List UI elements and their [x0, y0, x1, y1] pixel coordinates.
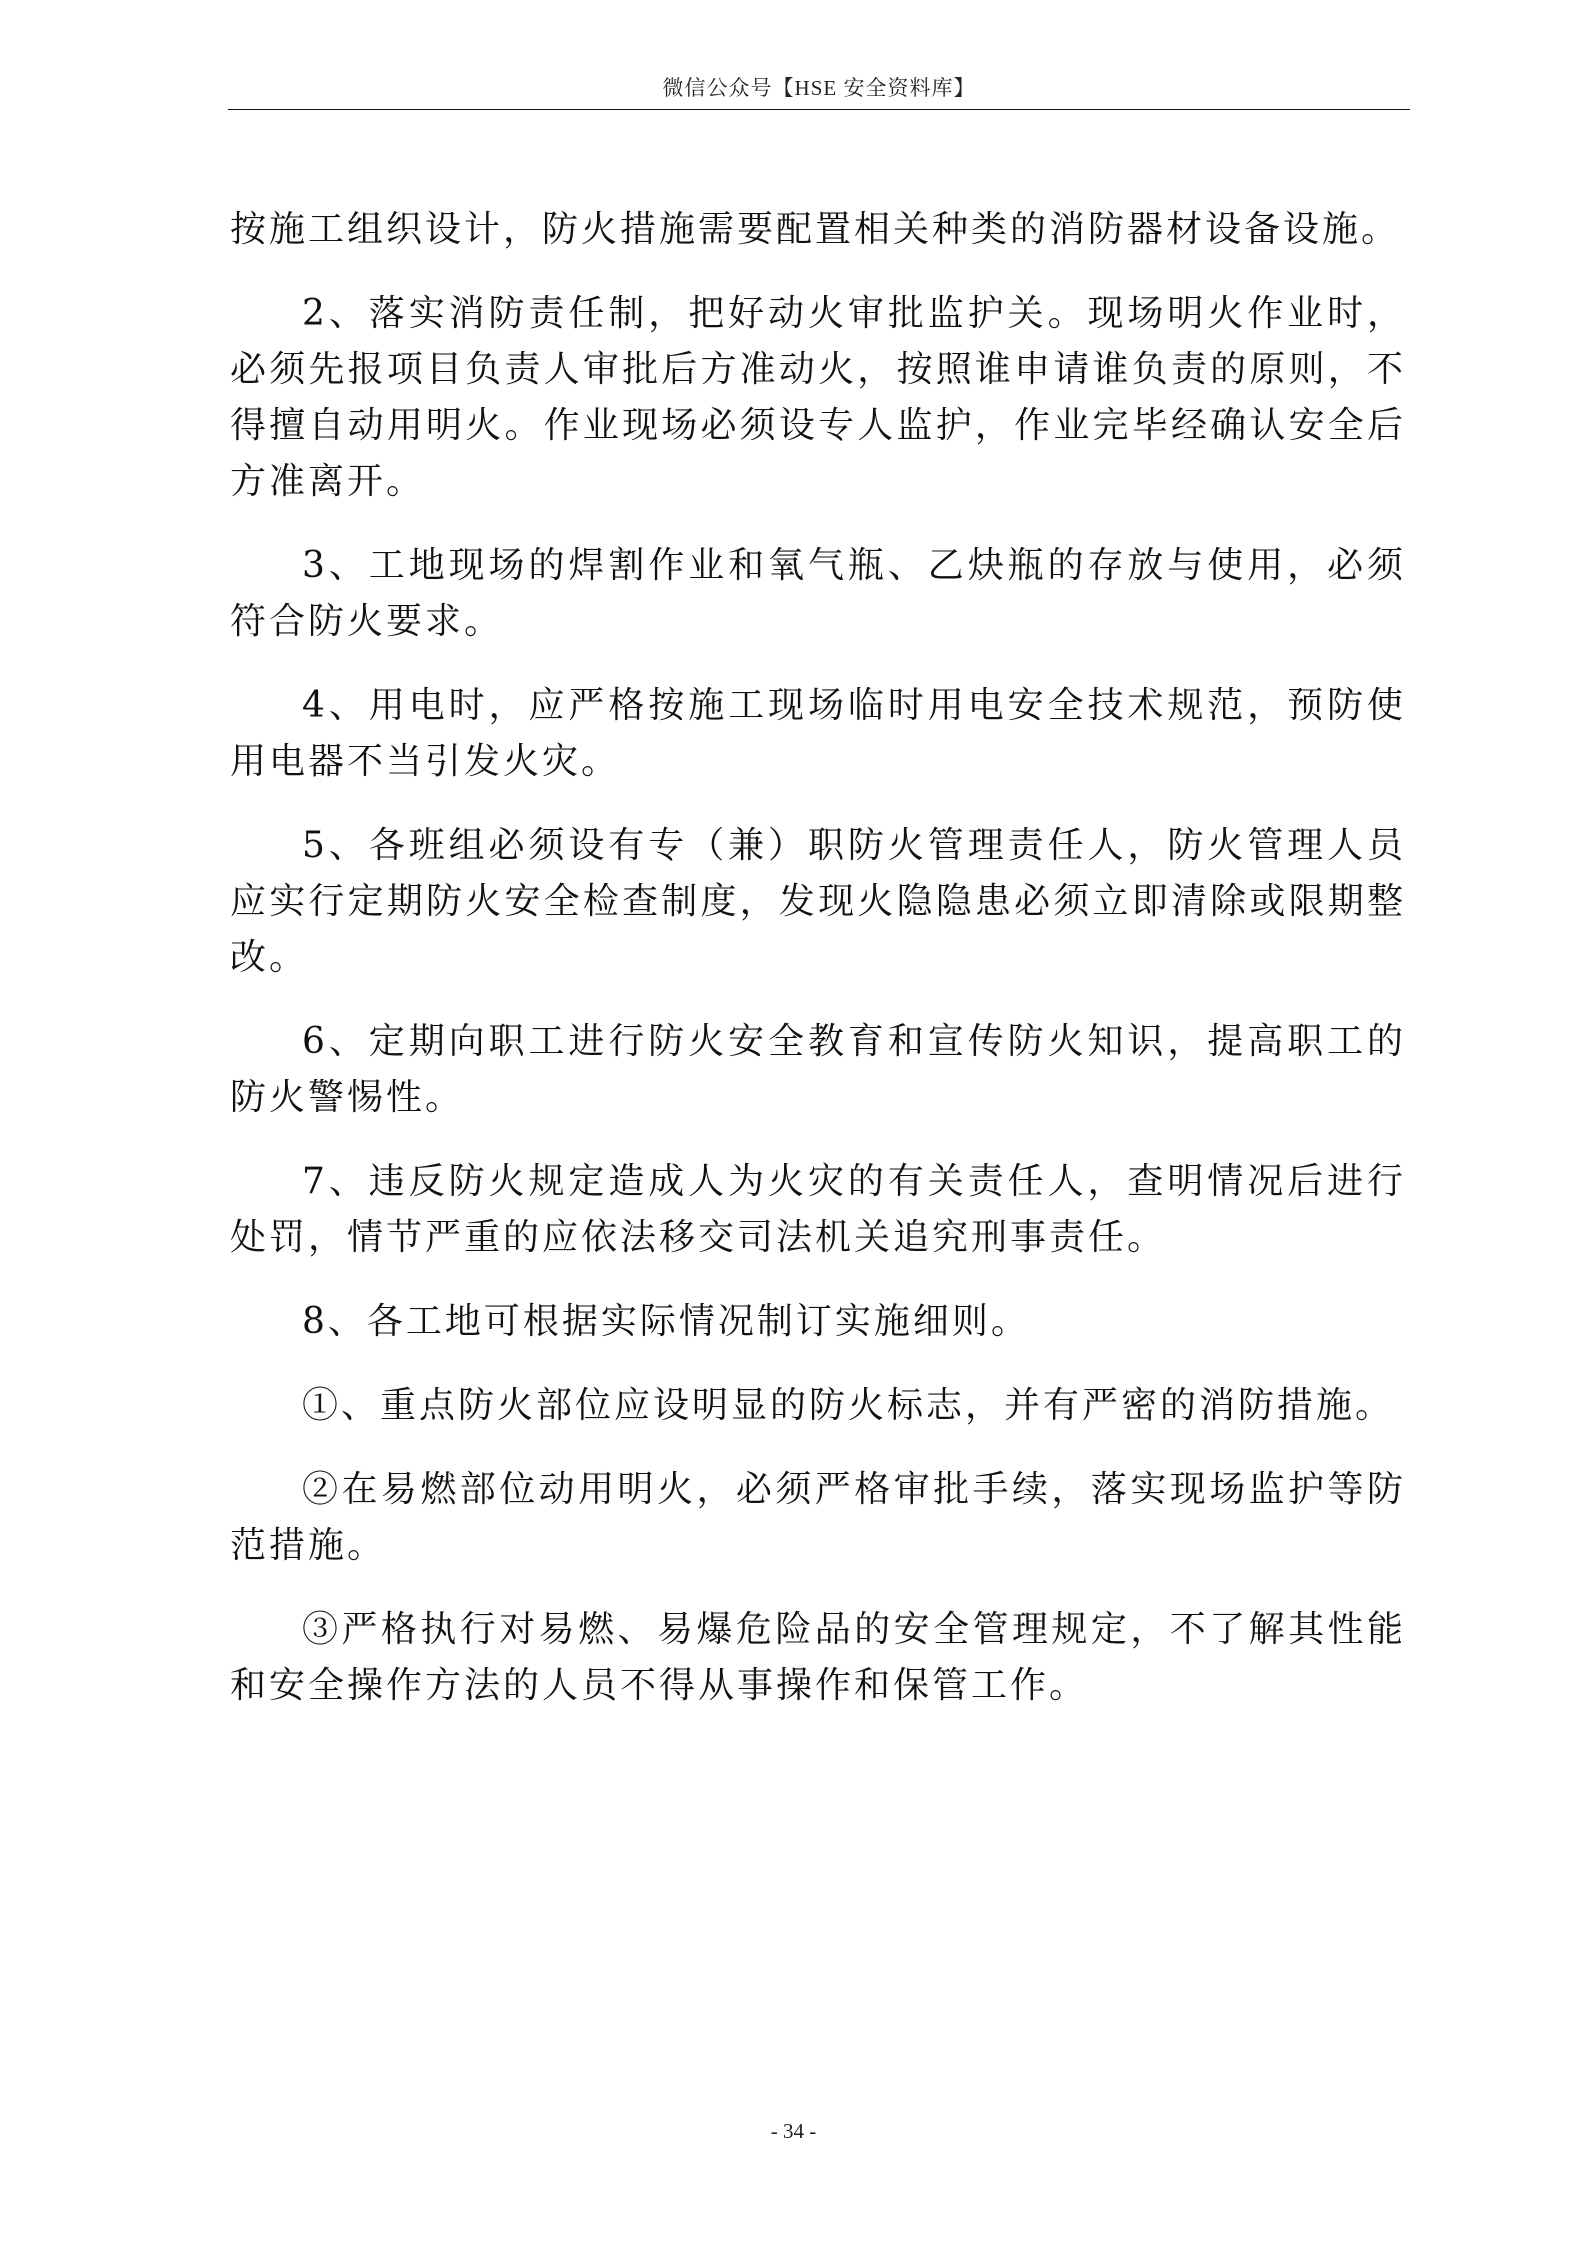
document-body: [230, 202, 1406, 1742]
paragraph-item-4: 4、用电时，应严格按施工现场临时用电安全技术规范，预防使用电器不当引发火灾。: [230, 685, 1406, 782]
header-divider: [228, 109, 1410, 110]
paragraph-item-6: 6、定期向职工进行防火安全教育和宣传防火知识，提高职工的防火警惕性。: [230, 1021, 1406, 1118]
paragraph-item-3: 3、工地现场的焊割作业和氧气瓶、乙炔瓶的存放与使用，必须符合防火要求。: [230, 545, 1406, 642]
paragraph-subitem-3: ③严格执行对易燃、易爆危险品的安全管理规定，不了解其性能和安全操作方法的人员不得从事操作和保管工作。: [230, 1609, 1406, 1706]
paragraph-subitem-2: ②在易燃部位动用明火，必须严格审批手续，落实现场监护等防范措施。: [230, 1469, 1406, 1566]
paragraph-subitem-1: ①、重点防火部位应设明显的防火标志，并有严密的消防措施。: [302, 1385, 1395, 1426]
paragraph-continuation: 按施工组织设计，防火措施需要配置相关种类的消防器材设备设施。: [230, 209, 1401, 250]
page-number: - 34 -: [770, 2119, 817, 2143]
page-header: 微信公众号【HSE 安全资料库】: [662, 76, 976, 100]
paragraph-item-2: 2、落实消防责任制，把好动火审批监护关。现场明火作业时，必须先报项目负责人审批后方准动火，按照谁申请谁负责的原则，不得擅自动用明火。作业现场必须设专人监护，作业完毕经确认安全后方准离开。: [230, 293, 1406, 502]
paragraph-item-8: 8、各工地可根据实际情况制订实施细则。: [302, 1301, 1030, 1342]
paragraph-item-7: 7、违反防火规定造成人为火灾的有关责任人，查明情况后进行处罚，情节严重的应依法移交司法机关追究刑事责任。: [230, 1161, 1406, 1258]
paragraph-item-5: 5、各班组必须设有专（兼）职防火管理责任人，防火管理人员应实行定期防火安全检查制度，发现火隐隐患必须立即清除或限期整改。: [230, 825, 1406, 978]
